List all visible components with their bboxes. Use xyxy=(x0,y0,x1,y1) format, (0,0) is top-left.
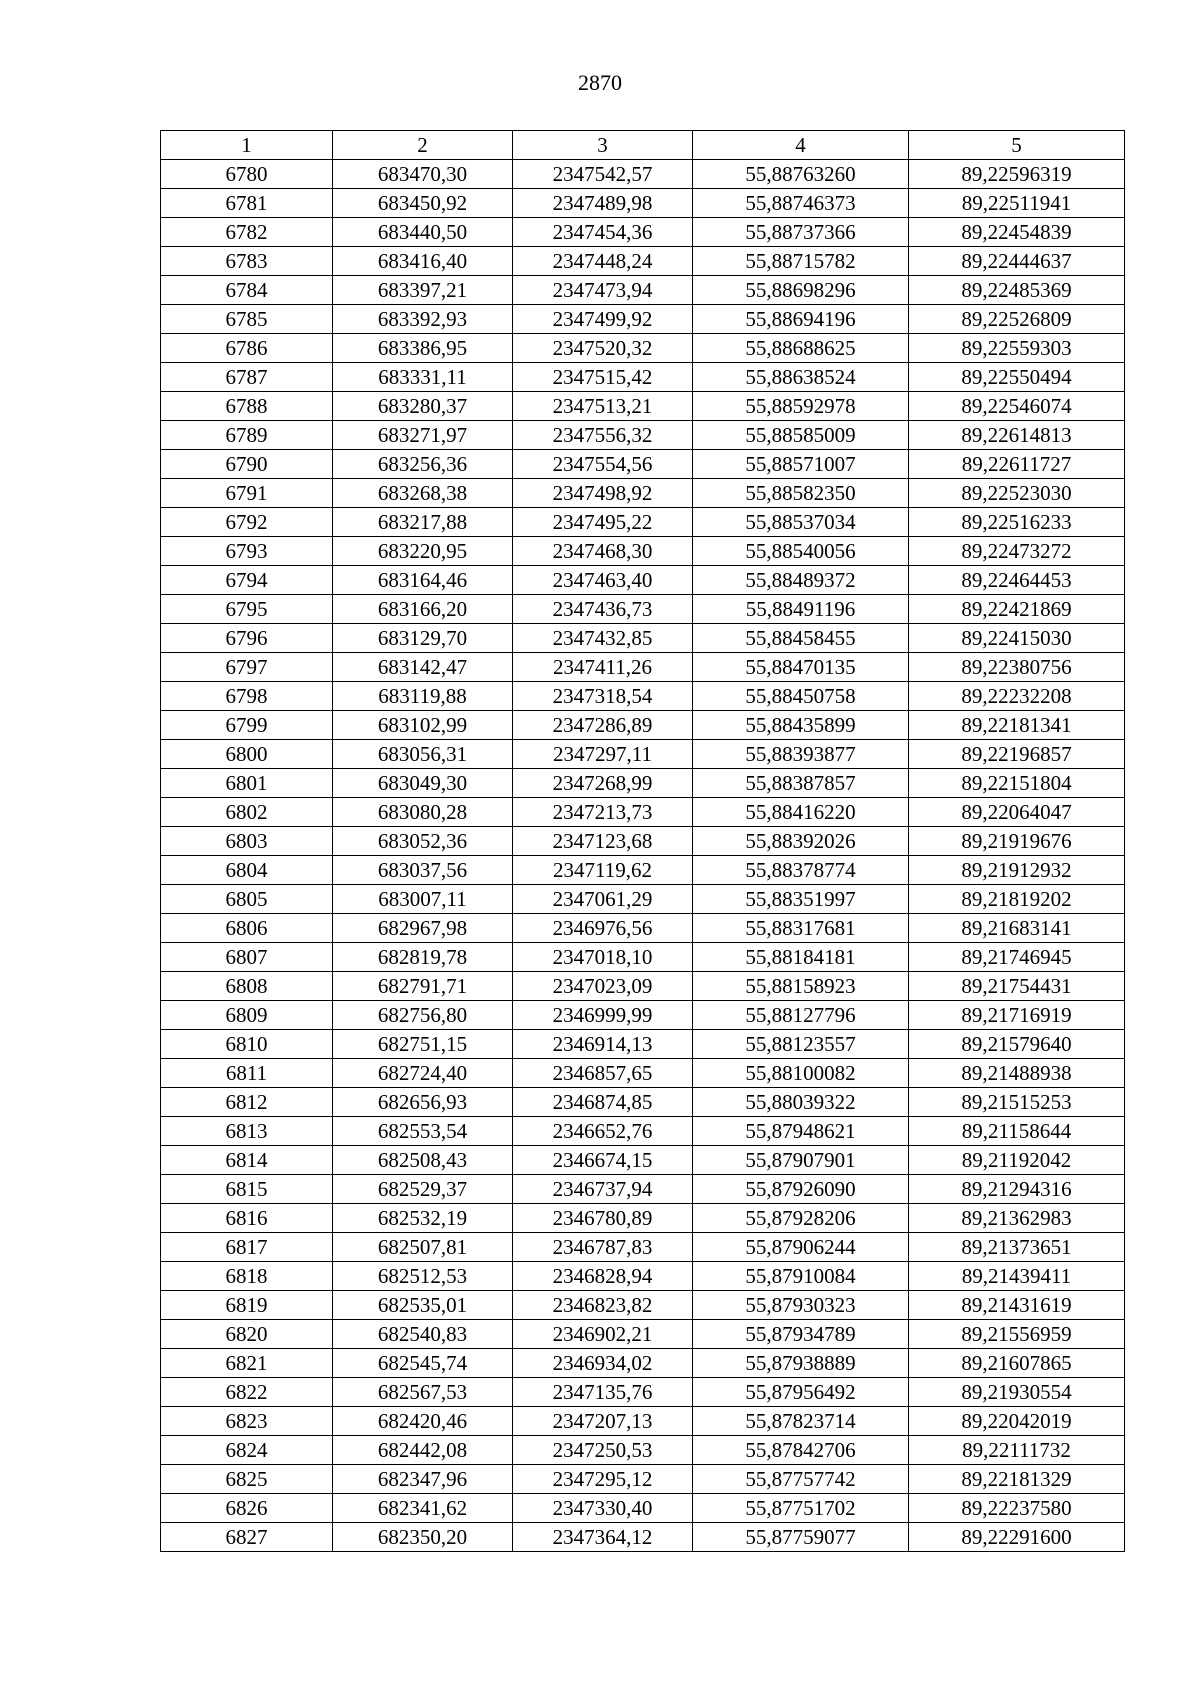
latitude-cell: 55,88746373 xyxy=(693,189,909,218)
x-coordinate-cell: 683331,11 xyxy=(333,363,513,392)
point-number-cell: 6810 xyxy=(161,1030,333,1059)
latitude-cell: 55,88470135 xyxy=(693,653,909,682)
coordinates-table xyxy=(160,130,1125,1552)
point-number-cell: 6804 xyxy=(161,856,333,885)
y-coordinate-cell: 2347297,11 xyxy=(513,740,693,769)
latitude-cell: 55,87751702 xyxy=(693,1494,909,1523)
x-coordinate-cell: 683052,36 xyxy=(333,827,513,856)
column-header: 1 xyxy=(161,131,333,160)
x-coordinate-cell: 683268,38 xyxy=(333,479,513,508)
x-coordinate-cell: 682529,37 xyxy=(333,1175,513,1204)
latitude-cell: 55,88458455 xyxy=(693,624,909,653)
point-number-cell: 6815 xyxy=(161,1175,333,1204)
longitude-cell: 89,22611727 xyxy=(909,450,1125,479)
table-row xyxy=(161,1320,1125,1349)
y-coordinate-cell: 2347448,24 xyxy=(513,247,693,276)
table-row xyxy=(161,363,1125,392)
table-row xyxy=(161,682,1125,711)
longitude-cell: 89,22291600 xyxy=(909,1523,1125,1552)
point-number-cell: 6802 xyxy=(161,798,333,827)
y-coordinate-cell: 2346674,15 xyxy=(513,1146,693,1175)
y-coordinate-cell: 2347473,94 xyxy=(513,276,693,305)
table-row xyxy=(161,1378,1125,1407)
latitude-cell: 55,88698296 xyxy=(693,276,909,305)
longitude-cell: 89,22614813 xyxy=(909,421,1125,450)
longitude-cell: 89,21579640 xyxy=(909,1030,1125,1059)
point-number-cell: 6786 xyxy=(161,334,333,363)
x-coordinate-cell: 683256,36 xyxy=(333,450,513,479)
y-coordinate-cell: 2347023,09 xyxy=(513,972,693,1001)
point-number-cell: 6784 xyxy=(161,276,333,305)
latitude-cell: 55,88351997 xyxy=(693,885,909,914)
table-row xyxy=(161,566,1125,595)
x-coordinate-cell: 683440,50 xyxy=(333,218,513,247)
y-coordinate-cell: 2346780,89 xyxy=(513,1204,693,1233)
point-number-cell: 6826 xyxy=(161,1494,333,1523)
longitude-cell: 89,22523030 xyxy=(909,479,1125,508)
table-row xyxy=(161,740,1125,769)
y-coordinate-cell: 2346787,83 xyxy=(513,1233,693,1262)
longitude-cell: 89,22151804 xyxy=(909,769,1125,798)
point-number-cell: 6811 xyxy=(161,1059,333,1088)
latitude-cell: 55,87948621 xyxy=(693,1117,909,1146)
table-header-row xyxy=(161,131,1125,160)
point-number-cell: 6807 xyxy=(161,943,333,972)
y-coordinate-cell: 2346737,94 xyxy=(513,1175,693,1204)
table-row xyxy=(161,305,1125,334)
x-coordinate-cell: 683129,70 xyxy=(333,624,513,653)
x-coordinate-cell: 683386,95 xyxy=(333,334,513,363)
table-row xyxy=(161,972,1125,1001)
table-row xyxy=(161,1436,1125,1465)
table-row xyxy=(161,1030,1125,1059)
column-header: 5 xyxy=(909,131,1125,160)
point-number-cell: 6791 xyxy=(161,479,333,508)
longitude-cell: 89,21192042 xyxy=(909,1146,1125,1175)
x-coordinate-cell: 682347,96 xyxy=(333,1465,513,1494)
table-row xyxy=(161,885,1125,914)
point-number-cell: 6789 xyxy=(161,421,333,450)
longitude-cell: 89,22454839 xyxy=(909,218,1125,247)
latitude-cell: 55,87823714 xyxy=(693,1407,909,1436)
y-coordinate-cell: 2347489,98 xyxy=(513,189,693,218)
latitude-cell: 55,88450758 xyxy=(693,682,909,711)
latitude-cell: 55,87842706 xyxy=(693,1436,909,1465)
point-number-cell: 6798 xyxy=(161,682,333,711)
table-row xyxy=(161,1233,1125,1262)
table-row xyxy=(161,1204,1125,1233)
y-coordinate-cell: 2347556,32 xyxy=(513,421,693,450)
table-row xyxy=(161,508,1125,537)
latitude-cell: 55,88571007 xyxy=(693,450,909,479)
x-coordinate-cell: 683416,40 xyxy=(333,247,513,276)
latitude-cell: 55,88688625 xyxy=(693,334,909,363)
x-coordinate-cell: 683220,95 xyxy=(333,537,513,566)
table-row xyxy=(161,479,1125,508)
x-coordinate-cell: 682819,78 xyxy=(333,943,513,972)
latitude-cell: 55,87938889 xyxy=(693,1349,909,1378)
x-coordinate-cell: 683164,46 xyxy=(333,566,513,595)
longitude-cell: 89,21294316 xyxy=(909,1175,1125,1204)
latitude-cell: 55,88158923 xyxy=(693,972,909,1001)
column-header: 4 xyxy=(693,131,909,160)
longitude-cell: 89,22111732 xyxy=(909,1436,1125,1465)
table-row xyxy=(161,653,1125,682)
longitude-cell: 89,22232208 xyxy=(909,682,1125,711)
y-coordinate-cell: 2347364,12 xyxy=(513,1523,693,1552)
point-number-cell: 6787 xyxy=(161,363,333,392)
latitude-cell: 55,88123557 xyxy=(693,1030,909,1059)
latitude-cell: 55,88715782 xyxy=(693,247,909,276)
point-number-cell: 6822 xyxy=(161,1378,333,1407)
latitude-cell: 55,88127796 xyxy=(693,1001,909,1030)
y-coordinate-cell: 2347454,36 xyxy=(513,218,693,247)
point-number-cell: 6821 xyxy=(161,1349,333,1378)
point-number-cell: 6818 xyxy=(161,1262,333,1291)
column-header: 3 xyxy=(513,131,693,160)
x-coordinate-cell: 683049,30 xyxy=(333,769,513,798)
latitude-cell: 55,87928206 xyxy=(693,1204,909,1233)
table-row xyxy=(161,247,1125,276)
point-number-cell: 6813 xyxy=(161,1117,333,1146)
table-row xyxy=(161,1494,1125,1523)
y-coordinate-cell: 2347330,40 xyxy=(513,1494,693,1523)
longitude-cell: 89,21607865 xyxy=(909,1349,1125,1378)
table-row xyxy=(161,218,1125,247)
latitude-cell: 55,88393877 xyxy=(693,740,909,769)
point-number-cell: 6781 xyxy=(161,189,333,218)
latitude-cell: 55,88540056 xyxy=(693,537,909,566)
longitude-cell: 89,22064047 xyxy=(909,798,1125,827)
longitude-cell: 89,22559303 xyxy=(909,334,1125,363)
latitude-cell: 55,88184181 xyxy=(693,943,909,972)
y-coordinate-cell: 2347411,26 xyxy=(513,653,693,682)
point-number-cell: 6785 xyxy=(161,305,333,334)
table-row xyxy=(161,1175,1125,1204)
longitude-cell: 89,22526809 xyxy=(909,305,1125,334)
table-row xyxy=(161,914,1125,943)
y-coordinate-cell: 2347432,85 xyxy=(513,624,693,653)
y-coordinate-cell: 2347250,53 xyxy=(513,1436,693,1465)
y-coordinate-cell: 2347520,32 xyxy=(513,334,693,363)
latitude-cell: 55,87757742 xyxy=(693,1465,909,1494)
latitude-cell: 55,87910084 xyxy=(693,1262,909,1291)
point-number-cell: 6819 xyxy=(161,1291,333,1320)
point-number-cell: 6823 xyxy=(161,1407,333,1436)
x-coordinate-cell: 682512,53 xyxy=(333,1262,513,1291)
latitude-cell: 55,87759077 xyxy=(693,1523,909,1552)
x-coordinate-cell: 682535,01 xyxy=(333,1291,513,1320)
y-coordinate-cell: 2346999,99 xyxy=(513,1001,693,1030)
table-row xyxy=(161,624,1125,653)
table-row xyxy=(161,798,1125,827)
x-coordinate-cell: 682532,19 xyxy=(333,1204,513,1233)
latitude-cell: 55,88737366 xyxy=(693,218,909,247)
table-row xyxy=(161,595,1125,624)
x-coordinate-cell: 683056,31 xyxy=(333,740,513,769)
y-coordinate-cell: 2347018,10 xyxy=(513,943,693,972)
point-number-cell: 6782 xyxy=(161,218,333,247)
table-row xyxy=(161,1523,1125,1552)
table-row xyxy=(161,1001,1125,1030)
y-coordinate-cell: 2347495,22 xyxy=(513,508,693,537)
longitude-cell: 89,21158644 xyxy=(909,1117,1125,1146)
page-number: 2870 xyxy=(578,70,622,95)
y-coordinate-cell: 2347123,68 xyxy=(513,827,693,856)
y-coordinate-cell: 2347542,57 xyxy=(513,160,693,189)
longitude-cell: 89,22473272 xyxy=(909,537,1125,566)
longitude-cell: 89,22516233 xyxy=(909,508,1125,537)
y-coordinate-cell: 2347213,73 xyxy=(513,798,693,827)
point-number-cell: 6805 xyxy=(161,885,333,914)
x-coordinate-cell: 683397,21 xyxy=(333,276,513,305)
table-row xyxy=(161,943,1125,972)
point-number-cell: 6790 xyxy=(161,450,333,479)
table-row xyxy=(161,276,1125,305)
x-coordinate-cell: 683470,30 xyxy=(333,160,513,189)
longitude-cell: 89,21439411 xyxy=(909,1262,1125,1291)
longitude-cell: 89,21746945 xyxy=(909,943,1125,972)
table-row xyxy=(161,189,1125,218)
latitude-cell: 55,88592978 xyxy=(693,392,909,421)
y-coordinate-cell: 2347207,13 xyxy=(513,1407,693,1436)
column-header: 2 xyxy=(333,131,513,160)
latitude-cell: 55,88416220 xyxy=(693,798,909,827)
table-row xyxy=(161,334,1125,363)
x-coordinate-cell: 683119,88 xyxy=(333,682,513,711)
y-coordinate-cell: 2347436,73 xyxy=(513,595,693,624)
y-coordinate-cell: 2346874,85 xyxy=(513,1088,693,1117)
y-coordinate-cell: 2346914,13 xyxy=(513,1030,693,1059)
point-number-cell: 6800 xyxy=(161,740,333,769)
point-number-cell: 6809 xyxy=(161,1001,333,1030)
point-number-cell: 6825 xyxy=(161,1465,333,1494)
x-coordinate-cell: 683007,11 xyxy=(333,885,513,914)
latitude-cell: 55,87956492 xyxy=(693,1378,909,1407)
longitude-cell: 89,21716919 xyxy=(909,1001,1125,1030)
table-row xyxy=(161,1059,1125,1088)
longitude-cell: 89,22546074 xyxy=(909,392,1125,421)
point-number-cell: 6783 xyxy=(161,247,333,276)
longitude-cell: 89,22042019 xyxy=(909,1407,1125,1436)
x-coordinate-cell: 682791,71 xyxy=(333,972,513,1001)
y-coordinate-cell: 2347463,40 xyxy=(513,566,693,595)
latitude-cell: 55,88387857 xyxy=(693,769,909,798)
y-coordinate-cell: 2347268,99 xyxy=(513,769,693,798)
latitude-cell: 55,88100082 xyxy=(693,1059,909,1088)
longitude-cell: 89,21556959 xyxy=(909,1320,1125,1349)
table-row xyxy=(161,856,1125,885)
x-coordinate-cell: 682567,53 xyxy=(333,1378,513,1407)
table-row xyxy=(161,1407,1125,1436)
y-coordinate-cell: 2347061,29 xyxy=(513,885,693,914)
table-row xyxy=(161,711,1125,740)
point-number-cell: 6814 xyxy=(161,1146,333,1175)
longitude-cell: 89,21683141 xyxy=(909,914,1125,943)
point-number-cell: 6816 xyxy=(161,1204,333,1233)
point-number-cell: 6820 xyxy=(161,1320,333,1349)
x-coordinate-cell: 682540,83 xyxy=(333,1320,513,1349)
longitude-cell: 89,22421869 xyxy=(909,595,1125,624)
latitude-cell: 55,88537034 xyxy=(693,508,909,537)
latitude-cell: 55,88489372 xyxy=(693,566,909,595)
point-number-cell: 6827 xyxy=(161,1523,333,1552)
x-coordinate-cell: 683217,88 xyxy=(333,508,513,537)
table-body xyxy=(161,160,1125,1552)
latitude-cell: 55,88491196 xyxy=(693,595,909,624)
table-row xyxy=(161,421,1125,450)
longitude-cell: 89,21754431 xyxy=(909,972,1125,1001)
longitude-cell: 89,22181329 xyxy=(909,1465,1125,1494)
point-number-cell: 6803 xyxy=(161,827,333,856)
x-coordinate-cell: 683450,92 xyxy=(333,189,513,218)
longitude-cell: 89,21912932 xyxy=(909,856,1125,885)
latitude-cell: 55,87926090 xyxy=(693,1175,909,1204)
x-coordinate-cell: 683037,56 xyxy=(333,856,513,885)
longitude-cell: 89,22196857 xyxy=(909,740,1125,769)
x-coordinate-cell: 682508,43 xyxy=(333,1146,513,1175)
x-coordinate-cell: 683392,93 xyxy=(333,305,513,334)
y-coordinate-cell: 2347135,76 xyxy=(513,1378,693,1407)
latitude-cell: 55,88638524 xyxy=(693,363,909,392)
table-row xyxy=(161,1146,1125,1175)
x-coordinate-cell: 683280,37 xyxy=(333,392,513,421)
latitude-cell: 55,88392026 xyxy=(693,827,909,856)
x-coordinate-cell: 682442,08 xyxy=(333,1436,513,1465)
longitude-cell: 89,22550494 xyxy=(909,363,1125,392)
y-coordinate-cell: 2346976,56 xyxy=(513,914,693,943)
table-row xyxy=(161,392,1125,421)
y-coordinate-cell: 2346902,21 xyxy=(513,1320,693,1349)
latitude-cell: 55,88585009 xyxy=(693,421,909,450)
y-coordinate-cell: 2347286,89 xyxy=(513,711,693,740)
point-number-cell: 6806 xyxy=(161,914,333,943)
y-coordinate-cell: 2347498,92 xyxy=(513,479,693,508)
table-row xyxy=(161,1088,1125,1117)
point-number-cell: 6792 xyxy=(161,508,333,537)
x-coordinate-cell: 683142,47 xyxy=(333,653,513,682)
longitude-cell: 89,21819202 xyxy=(909,885,1125,914)
table-row xyxy=(161,1465,1125,1494)
latitude-cell: 55,87906244 xyxy=(693,1233,909,1262)
table-row xyxy=(161,827,1125,856)
y-coordinate-cell: 2346857,65 xyxy=(513,1059,693,1088)
point-number-cell: 6788 xyxy=(161,392,333,421)
y-coordinate-cell: 2346934,02 xyxy=(513,1349,693,1378)
point-number-cell: 6793 xyxy=(161,537,333,566)
x-coordinate-cell: 682756,80 xyxy=(333,1001,513,1030)
table-row xyxy=(161,1117,1125,1146)
longitude-cell: 89,21515253 xyxy=(909,1088,1125,1117)
longitude-cell: 89,21919676 xyxy=(909,827,1125,856)
y-coordinate-cell: 2346823,82 xyxy=(513,1291,693,1320)
point-number-cell: 6797 xyxy=(161,653,333,682)
longitude-cell: 89,21362983 xyxy=(909,1204,1125,1233)
point-number-cell: 6794 xyxy=(161,566,333,595)
longitude-cell: 89,21930554 xyxy=(909,1378,1125,1407)
longitude-cell: 89,21373651 xyxy=(909,1233,1125,1262)
point-number-cell: 6780 xyxy=(161,160,333,189)
point-number-cell: 6817 xyxy=(161,1233,333,1262)
latitude-cell: 55,87934789 xyxy=(693,1320,909,1349)
x-coordinate-cell: 683102,99 xyxy=(333,711,513,740)
x-coordinate-cell: 683166,20 xyxy=(333,595,513,624)
y-coordinate-cell: 2347318,54 xyxy=(513,682,693,711)
longitude-cell: 89,22485369 xyxy=(909,276,1125,305)
point-number-cell: 6796 xyxy=(161,624,333,653)
y-coordinate-cell: 2346828,94 xyxy=(513,1262,693,1291)
latitude-cell: 55,88317681 xyxy=(693,914,909,943)
x-coordinate-cell: 683080,28 xyxy=(333,798,513,827)
latitude-cell: 55,88039322 xyxy=(693,1088,909,1117)
x-coordinate-cell: 682967,98 xyxy=(333,914,513,943)
longitude-cell: 89,22181341 xyxy=(909,711,1125,740)
x-coordinate-cell: 682420,46 xyxy=(333,1407,513,1436)
table-row xyxy=(161,1349,1125,1378)
table-row xyxy=(161,450,1125,479)
latitude-cell: 55,88378774 xyxy=(693,856,909,885)
table-row xyxy=(161,160,1125,189)
longitude-cell: 89,22444637 xyxy=(909,247,1125,276)
table-row xyxy=(161,769,1125,798)
point-number-cell: 6824 xyxy=(161,1436,333,1465)
x-coordinate-cell: 682553,54 xyxy=(333,1117,513,1146)
y-coordinate-cell: 2347119,62 xyxy=(513,856,693,885)
point-number-cell: 6812 xyxy=(161,1088,333,1117)
table-row xyxy=(161,1262,1125,1291)
y-coordinate-cell: 2347295,12 xyxy=(513,1465,693,1494)
longitude-cell: 89,22237580 xyxy=(909,1494,1125,1523)
x-coordinate-cell: 683271,97 xyxy=(333,421,513,450)
x-coordinate-cell: 682656,93 xyxy=(333,1088,513,1117)
x-coordinate-cell: 682724,40 xyxy=(333,1059,513,1088)
point-number-cell: 6795 xyxy=(161,595,333,624)
latitude-cell: 55,87930323 xyxy=(693,1291,909,1320)
y-coordinate-cell: 2347515,42 xyxy=(513,363,693,392)
x-coordinate-cell: 682341,62 xyxy=(333,1494,513,1523)
point-number-cell: 6799 xyxy=(161,711,333,740)
latitude-cell: 55,88435899 xyxy=(693,711,909,740)
longitude-cell: 89,22596319 xyxy=(909,160,1125,189)
longitude-cell: 89,22415030 xyxy=(909,624,1125,653)
x-coordinate-cell: 682507,81 xyxy=(333,1233,513,1262)
table-row xyxy=(161,537,1125,566)
latitude-cell: 55,88763260 xyxy=(693,160,909,189)
longitude-cell: 89,22464453 xyxy=(909,566,1125,595)
latitude-cell: 55,88694196 xyxy=(693,305,909,334)
longitude-cell: 89,22380756 xyxy=(909,653,1125,682)
y-coordinate-cell: 2347554,56 xyxy=(513,450,693,479)
latitude-cell: 55,88582350 xyxy=(693,479,909,508)
point-number-cell: 6808 xyxy=(161,972,333,1001)
latitude-cell: 55,87907901 xyxy=(693,1146,909,1175)
y-coordinate-cell: 2346652,76 xyxy=(513,1117,693,1146)
x-coordinate-cell: 682350,20 xyxy=(333,1523,513,1552)
y-coordinate-cell: 2347513,21 xyxy=(513,392,693,421)
point-number-cell: 6801 xyxy=(161,769,333,798)
y-coordinate-cell: 2347499,92 xyxy=(513,305,693,334)
longitude-cell: 89,21431619 xyxy=(909,1291,1125,1320)
x-coordinate-cell: 682751,15 xyxy=(333,1030,513,1059)
longitude-cell: 89,21488938 xyxy=(909,1059,1125,1088)
y-coordinate-cell: 2347468,30 xyxy=(513,537,693,566)
longitude-cell: 89,22511941 xyxy=(909,189,1125,218)
x-coordinate-cell: 682545,74 xyxy=(333,1349,513,1378)
table-row xyxy=(161,1291,1125,1320)
